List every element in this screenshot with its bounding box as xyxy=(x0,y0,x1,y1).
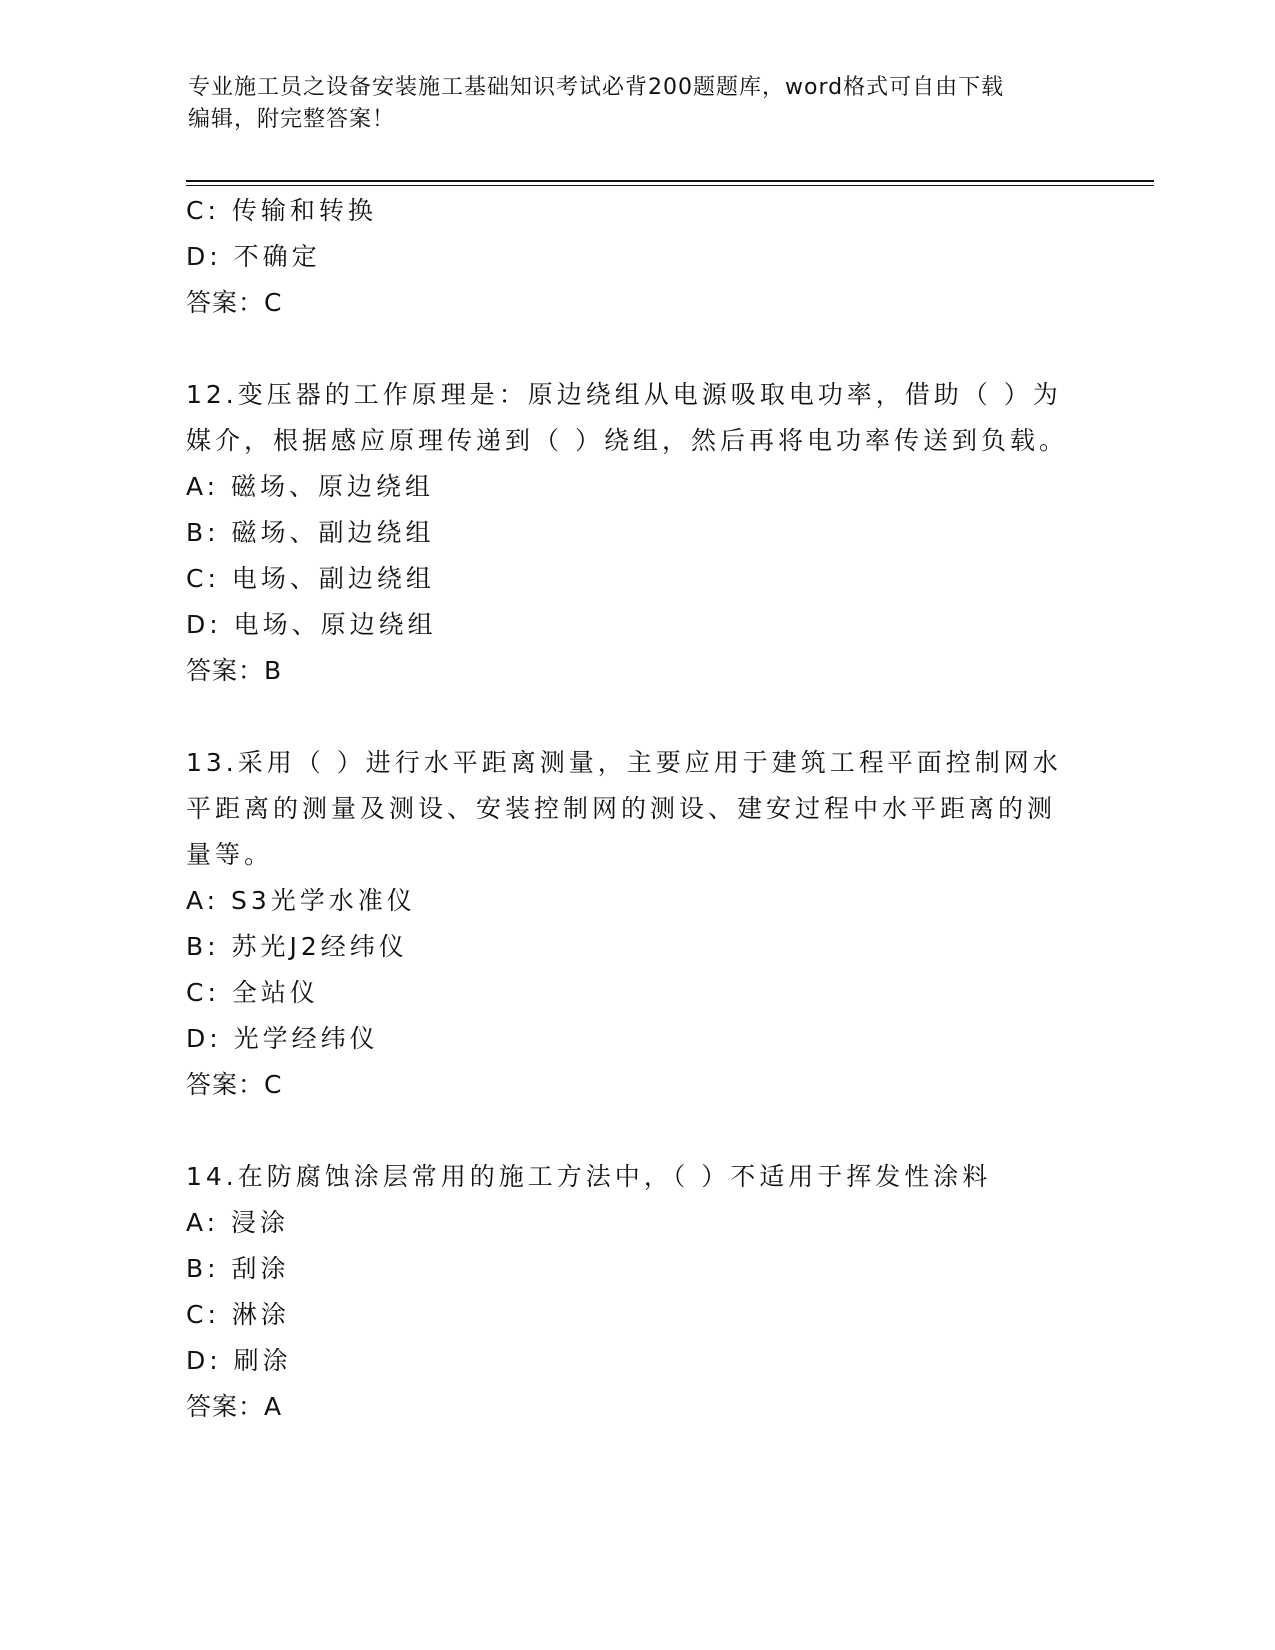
option-c: C: 电场、副边绕组 xyxy=(186,564,435,593)
question-stem-line: 媒介，根据感应原理传递到（ ）绕组，然后再将电功率传送到负载。 xyxy=(186,426,1068,455)
option-a: A: 磁场、原边绕组 xyxy=(186,472,435,501)
question-12 xyxy=(186,372,1086,694)
option-c: C: 传输和转换 xyxy=(186,196,377,225)
answer-line: 答案：A xyxy=(186,1392,283,1421)
option-b: B: 苏光J2经纬仪 xyxy=(186,932,408,961)
question-content xyxy=(186,188,1086,1430)
option-d: D: 电场、原边绕组 xyxy=(186,610,437,639)
option-d: D: 不确定 xyxy=(186,242,321,271)
question-stem-line: 量等。 xyxy=(186,840,274,869)
answer-line: 答案：C xyxy=(186,1070,283,1099)
header-title-line-1: 专业施工员之设备安装施工基础知识考试必背200题题库，word格式可自由下载 xyxy=(188,75,1005,100)
option-d: D: 刷涂 xyxy=(186,1346,292,1375)
option-b: B: 刮涂 xyxy=(186,1254,290,1283)
question-stem-line: 13.采用（ ）进行水平距离测量，主要应用于建筑工程平面控制网水 xyxy=(186,748,1062,777)
question-13 xyxy=(186,740,1086,1108)
answer-line: 答案：C xyxy=(186,288,283,317)
option-a: A: S3光学水准仪 xyxy=(186,886,416,915)
question-14 xyxy=(186,1154,1086,1430)
answer-line: 答案：B xyxy=(186,656,283,685)
document-header xyxy=(188,72,1088,136)
question-stem-line: 12.变压器的工作原理是：原边绕组从电源吸取电功率，借助（ ）为 xyxy=(186,380,1062,409)
spacer xyxy=(186,326,1086,372)
spacer xyxy=(186,694,1086,740)
header-rule-thick xyxy=(186,180,1154,182)
option-d: D: 光学经纬仪 xyxy=(186,1024,379,1053)
spacer xyxy=(186,1108,1086,1154)
question-stem-line: 平距离的测量及测设、安装控制网的测设、建安过程中水平距离的测 xyxy=(186,794,1057,823)
question-stem-line: 14.在防腐蚀涂层常用的施工方法中，（ ）不适用于挥发性涂料 xyxy=(186,1162,992,1191)
option-a: A: 浸涂 xyxy=(186,1208,290,1237)
option-b: B: 磁场、副边绕组 xyxy=(186,518,435,547)
option-c: C: 淋涂 xyxy=(186,1300,290,1329)
option-c: C: 全站仪 xyxy=(186,978,319,1007)
header-rule-thin xyxy=(186,185,1154,186)
previous-question-tail xyxy=(186,188,1086,326)
header-title-line-2: 编辑，附完整答案！ xyxy=(188,107,396,132)
